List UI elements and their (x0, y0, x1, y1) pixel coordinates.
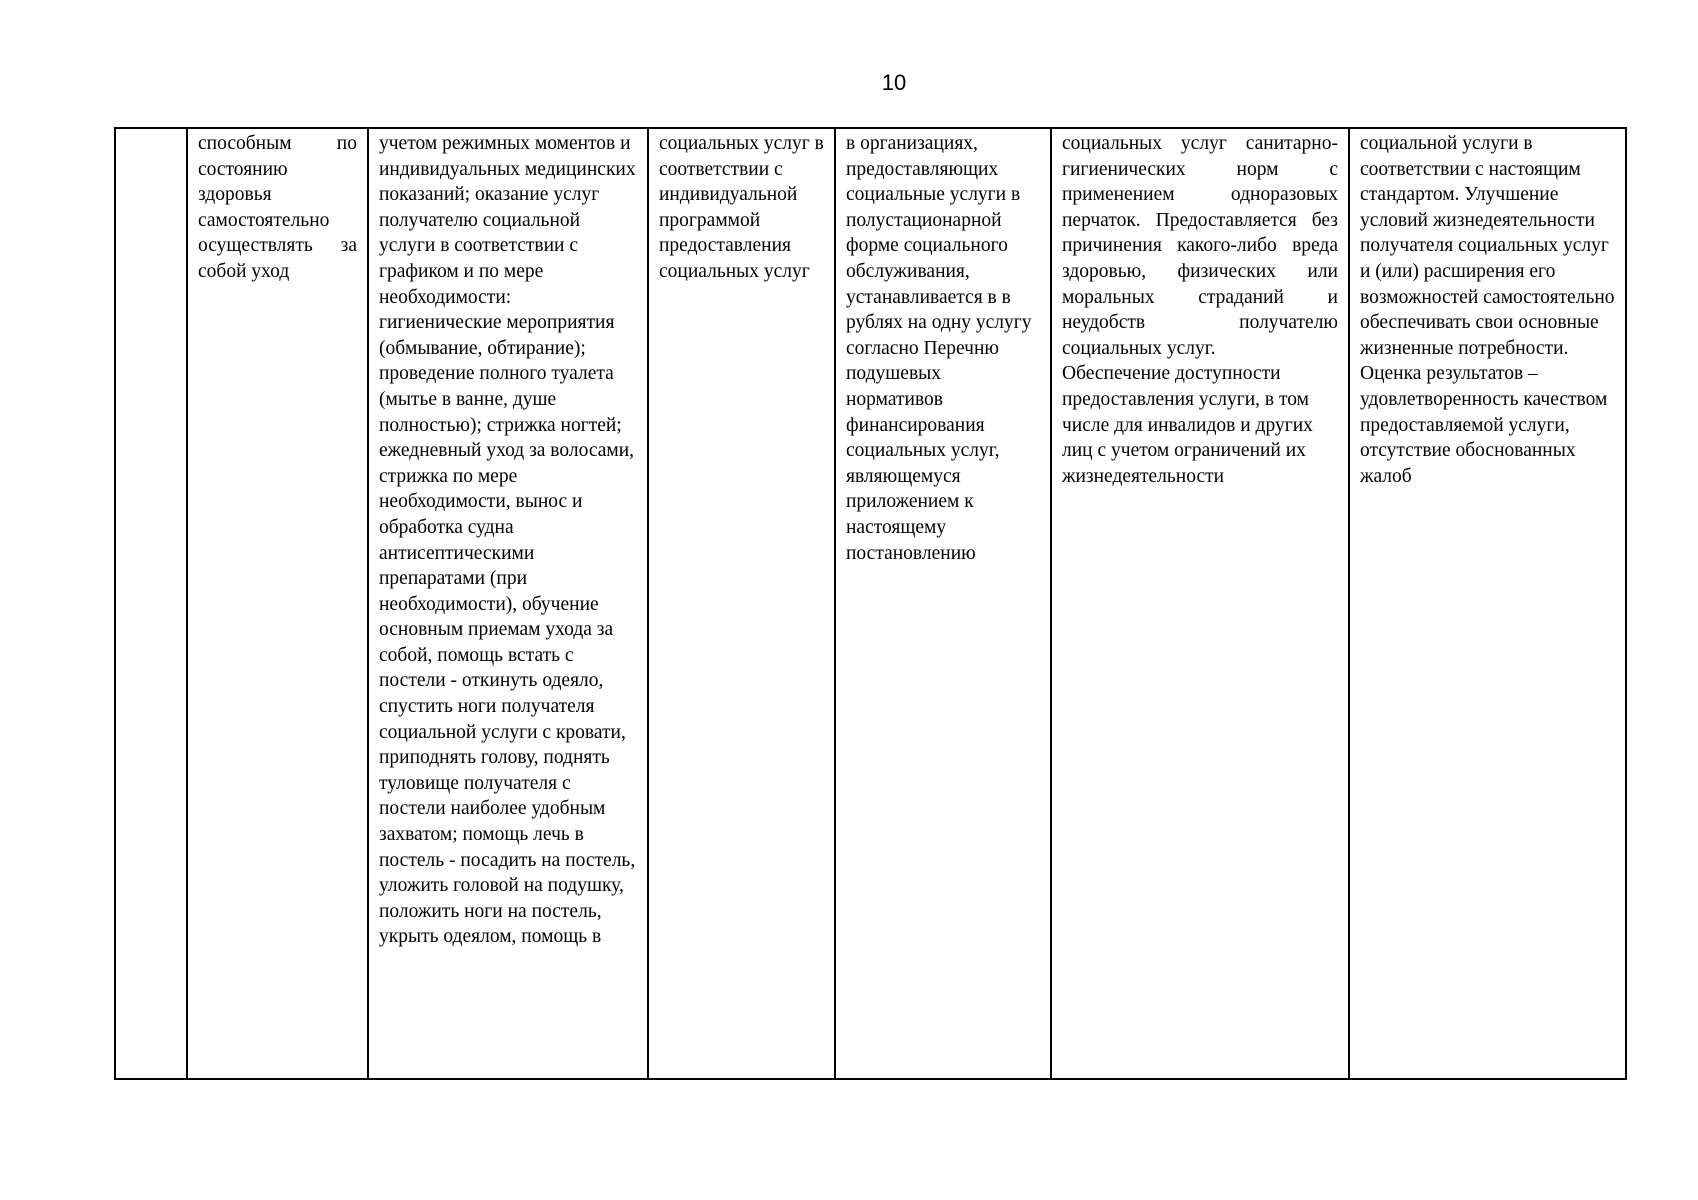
cell-conditions-paragraph-2: Обеспечение доступности предоставления услуги, в том числе для инвалидов и других лиц с учетом ограничений их жизнедеятельности (1062, 363, 1313, 487)
cell-conditions-paragraph-1: социальных услуг санитарно-гигиенических норм с применением одноразовых перчаток. Предоставляется без причинения какого-либо вреда здоровью, физических или моральных страданий и неудобств получателю социальных услуг. (1062, 133, 1338, 359)
cell-quality-paragraph-2: Оценка результатов – удовлетворенность качеством предоставляемой услуги, отсутствие обоснованных жалоб (1360, 363, 1608, 487)
table-row (115, 128, 1626, 1079)
page-number: 10 (881, 70, 907, 95)
cell-quality (1349, 128, 1626, 1079)
cell-tariff (835, 128, 1051, 1079)
cell-quality-paragraph-1: социальной услуги в соответствии с настоящим стандартом. Улучшение условий жизнедеятельности получателя социальных услуг и (или) расширения его возможностей самостоятельно обеспечивать свои основные жизненные потребности. (1360, 133, 1615, 359)
cell-service-content-text: учетом режимных моментов и индивидуальных медицинских показаний; оказание услуг получателю социальной услуги в соответствии с графиком и по мере необходимости: гигиенические мероприятия (обмывание, обтирание); проведение полного туалета (мытье в ванне, душе полностью); стрижка ногтей; ежедневный уход за волосами, стрижка по мере необходимости, вынос и обработка судна антисептическими препаратами (при необходимости), обучение основным приемам ухода за собой, помощь встать с постели - откинуть одеяло, спустить ноги получателя социальной услуги с кровати, приподнять голову, поднять туловище получателя с постели наиболее удобным захватом; помощь лечь в постель - посадить на постель, уложить головой на подушку, положить ноги на постель, укрыть одеялом, помощь в (379, 133, 636, 948)
cell-timeframe (648, 128, 835, 1079)
cell-recipient (187, 128, 368, 1079)
cell-service-content (368, 128, 648, 1079)
standard-table (114, 127, 1627, 1080)
cell-conditions (1051, 128, 1349, 1079)
cell-tariff-text: в организациях, предоставляющих социальные услуги в полустационарной форме социального обслуживания, устанавливается в в рублях на одну услугу согласно Перечню подушевых нормативов финансирования социальных услуг, являющемуся приложением к настоящему постановлению (846, 133, 1032, 564)
cell-timeframe-text: социальных услуг в соответствии с индивидуальной программой предоставления социальных услуг (659, 133, 824, 282)
cell-number (115, 128, 187, 1079)
cell-recipient-text: способным по состоянию здоровья самостоятельно осуществлять за собой уход (198, 133, 357, 282)
